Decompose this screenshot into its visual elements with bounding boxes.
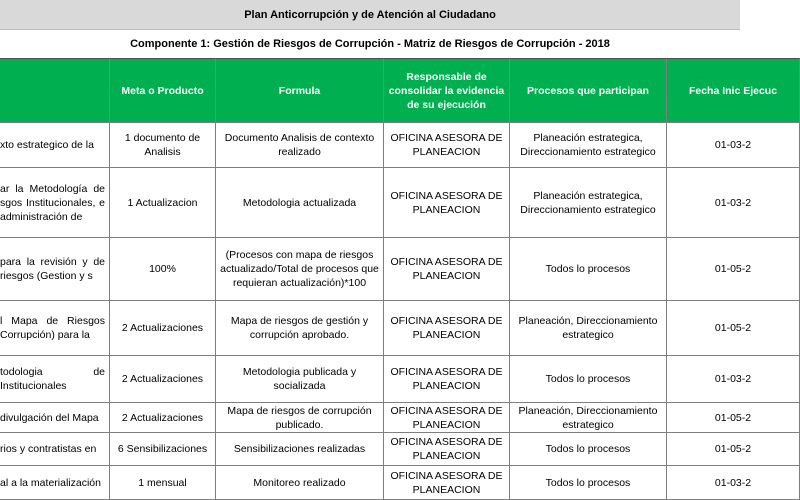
cell-text: todologia de Institucionales	[0, 366, 105, 392]
cell-text: (Procesos con mapa de riesgos actualizado/Total de procesos que requieran actualización)*100	[220, 249, 379, 289]
cell-text: Documento Analisis de contexto realizado	[224, 132, 375, 158]
header-label: Fecha Inic Ejecuc	[688, 84, 778, 97]
cell-activity	[0, 466, 110, 500]
cell-goal	[110, 238, 216, 301]
header-formula	[216, 58, 384, 123]
plan-title-band	[0, 0, 740, 30]
cell-responsible	[384, 466, 510, 500]
cell-start-date	[667, 433, 800, 466]
cell-text: 01-03-2	[714, 476, 752, 489]
header-label: Meta o Producto	[121, 84, 204, 97]
cell-text: Mapa de riesgos de gestión y corrupción aprobado.	[230, 315, 369, 341]
cell-start-date	[667, 466, 800, 500]
cell-processes	[510, 168, 667, 238]
header-responsible	[384, 58, 510, 123]
cell-formula	[216, 238, 384, 301]
cell-text: Todos lo procesos	[545, 263, 631, 275]
cell-processes	[510, 466, 667, 500]
cell-text: Todos lo procesos	[545, 476, 631, 489]
cell-text: 1 mensual	[138, 476, 187, 489]
cell-responsible	[384, 168, 510, 238]
cell-goal	[110, 466, 216, 500]
header-processes	[510, 58, 667, 123]
component-title: Componente 1: Gestión de Riesgos de Corrupción - Matriz de Riesgos de Corrupción - 2018	[130, 38, 610, 50]
cell-text: 6 Sensibilizaciones	[117, 443, 208, 455]
cell-text: Todos lo procesos	[545, 373, 631, 385]
header-goal	[110, 58, 216, 123]
cell-goal	[110, 123, 216, 168]
cell-responsible	[384, 301, 510, 356]
cell-text: 01-03-2	[714, 139, 752, 151]
cell-text: para la revisión y de riesgos (Gestion y s	[0, 256, 105, 282]
cell-text: Sensibilizaciones realizadas	[233, 443, 366, 455]
cell-activity	[0, 356, 110, 403]
cell-responsible	[384, 123, 510, 168]
cell-text: l Mapa de Riesgos Corrupción) para la	[0, 315, 105, 341]
cell-text: 01-05-2	[714, 443, 752, 455]
cell-formula	[216, 123, 384, 168]
cell-activity	[0, 403, 110, 433]
cell-text: 01-05-2	[714, 263, 752, 275]
cell-text: Planeación estrategica, Direccionamiento estrategico	[520, 189, 656, 216]
cell-formula	[216, 433, 384, 466]
cell-formula	[216, 356, 384, 403]
cell-start-date	[667, 123, 800, 168]
cell-processes	[510, 123, 667, 168]
cell-start-date	[667, 238, 800, 301]
cell-text: 01-05-2	[714, 322, 752, 334]
plan-title: Plan Anticorrupción y de Atención al Ciudadano	[244, 8, 496, 21]
cell-text: Planeación, Direccionamiento estrategico	[518, 404, 658, 431]
cell-text: OFICINA ASESORA DE PLANEACION	[390, 366, 503, 392]
cell-text: 2 Actualizaciones	[121, 373, 204, 385]
header-label: Procesos que participan	[527, 84, 649, 97]
cell-text: OFICINA ASESORA DE PLANEACION	[390, 469, 503, 496]
cell-text: Planeación, Direccionamiento estrategico	[518, 315, 658, 341]
cell-text: al a la materialización	[0, 476, 101, 489]
cell-goal	[110, 403, 216, 433]
cell-start-date	[667, 301, 800, 356]
header-start-date	[667, 58, 800, 123]
cell-formula	[216, 403, 384, 433]
cell-responsible	[384, 403, 510, 433]
component-title-band	[0, 30, 740, 58]
cell-responsible	[384, 433, 510, 466]
cell-processes	[510, 301, 667, 356]
cell-start-date	[667, 356, 800, 403]
cell-processes	[510, 238, 667, 301]
cell-text: Planeación estrategica, Direccionamiento estrategico	[520, 132, 656, 158]
cell-text: xto estrategico de la	[0, 139, 94, 151]
header-label: Formula	[278, 84, 321, 97]
cell-text: Monitoreo realizado	[253, 476, 346, 489]
cell-text: 100%	[149, 263, 176, 275]
cell-activity	[0, 123, 110, 168]
cell-text: 01-05-2	[714, 411, 752, 424]
cell-goal	[110, 168, 216, 238]
cell-text: OFICINA ASESORA DE PLANEACION	[390, 189, 503, 216]
cell-start-date	[667, 403, 800, 433]
cell-processes	[510, 403, 667, 433]
cell-goal	[110, 301, 216, 356]
cell-text: 1 Actualizacion	[127, 196, 198, 209]
cell-text: divulgación del Mapa	[0, 411, 99, 424]
cell-start-date	[667, 168, 800, 238]
cell-text: Metodologia actualizada	[242, 196, 357, 209]
cell-formula	[216, 301, 384, 356]
cell-activity	[0, 433, 110, 466]
cell-text: OFICINA ASESORA DE PLANEACION	[390, 404, 503, 431]
cell-text: Metodologia publicada y socializada	[242, 366, 357, 392]
cell-formula	[216, 466, 384, 500]
cell-processes	[510, 433, 667, 466]
cell-text: 2 Actualizaciones	[121, 322, 204, 334]
cell-text: 1 documento de Analisis	[124, 132, 201, 158]
cell-processes	[510, 356, 667, 403]
cell-text: OFICINA ASESORA DE PLANEACION	[390, 132, 503, 158]
cell-text: OFICINA ASESORA DE PLANEACION	[390, 436, 503, 462]
cell-responsible	[384, 356, 510, 403]
cell-text: 01-03-2	[714, 373, 752, 385]
cell-activity	[0, 238, 110, 301]
cell-text: 01-03-2	[714, 196, 752, 209]
cell-text: Todos lo procesos	[545, 443, 631, 455]
cell-formula	[216, 168, 384, 238]
cell-text: ar la Metodología de sgos Institucionales, e administración de	[0, 182, 105, 223]
cell-responsible	[384, 238, 510, 301]
header-label: Responsable de consolidar la evidencia de su ejecución	[388, 70, 505, 111]
cell-activity	[0, 301, 110, 356]
cell-activity	[0, 168, 110, 238]
risk-matrix-table	[0, 58, 778, 500]
cell-text: OFICINA ASESORA DE PLANEACION	[390, 315, 503, 341]
cell-text: 2 Actualizaciones	[121, 411, 204, 424]
cell-goal	[110, 356, 216, 403]
cell-text: rios y contratistas en	[0, 443, 97, 455]
cell-text: OFICINA ASESORA DE PLANEACION	[390, 256, 503, 282]
cell-text: Mapa de riesgos de corrupción publicado.	[227, 404, 372, 431]
cell-goal	[110, 433, 216, 466]
header-activity	[0, 58, 110, 123]
